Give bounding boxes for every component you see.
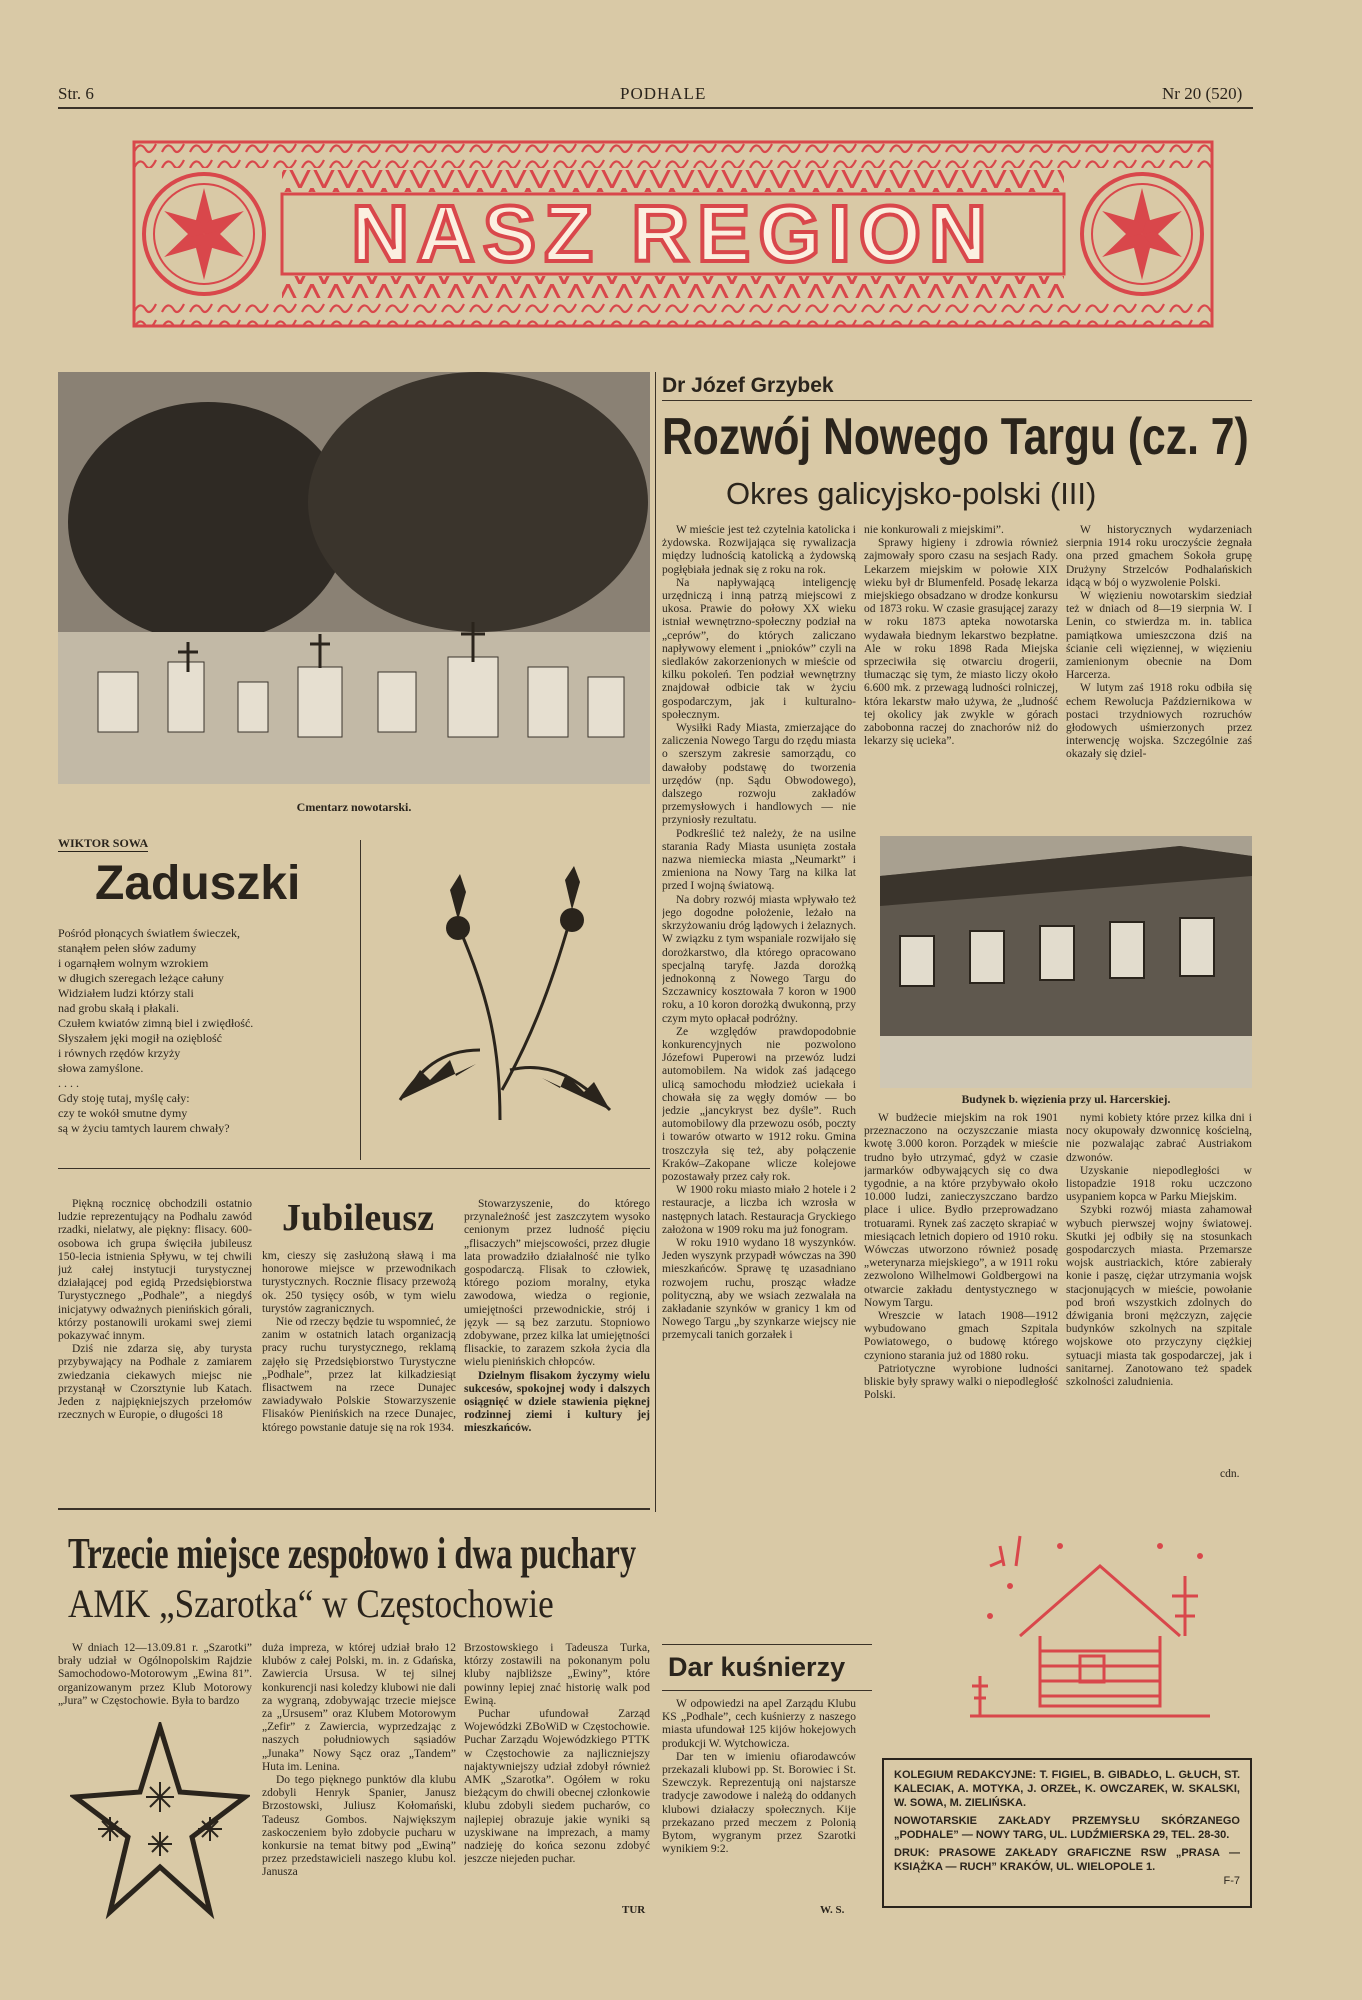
- building-illustration: [880, 836, 1252, 1088]
- thistle-illustration: [380, 850, 640, 1130]
- szarotka-p4: Brzostowskiego i Tadeusza Turka, którzy zostawili na pokonanym polu kluby najbliższe „Ewiny”, które powinny lepiej znać historię walk pod Ewiną.: [464, 1642, 650, 1707]
- thistle-icon: [380, 850, 640, 1130]
- szarotka-column-1: [58, 1642, 252, 1710]
- poem-line: i ogarnąłem wolnym wzrokiem: [58, 956, 209, 970]
- szarotka-p3: Do tego pięknego punktów dla klubu zdobyli Henryk Spanier, Janusz Brzostowski, Juliusz Kołomański, Tadeusz Gombos. Największym zaskoczeniem było zdobycie pucharu w konkursie na temat bitwy pod „Ewiną” przez przedstawicieli naszego klubu kol. Janusza: [262, 1774, 456, 1879]
- rcol2b-paragraph: W budżecie miejskim na rok 1901 przeznaczono na oczyszczanie miasta kwotę 3.000 koron. Porządek w mieście trudno było utrzymać, gdyż w czasie jarmarków odbywających się co dwa tygodnie, a na które przybywało około 10.000 ludzi, zanieczyszczano bardzo place i ulice. Bydło przeprowadzano trotuarami. Rynek zaś zaczęto skrapiać w miesiącach letnich dopiero od 1910 roku. Wówczas utworzono również posadę „weterynarza miejskiego”, a w 1911 roku zezwolono Wilhelmowi Goldbergowi na otwarcie zakładu dentystycznego w Nowym Targu.: [864, 1112, 1058, 1309]
- jubileusz-p2: Dziś nie zdarza się, aby turysta przybywający na Podhale z zamiarem zwiedzania ciekawych miejsc nie przystanął w Czorsztynie lub Katach. Jeden z najpiękniejszych przełomów rzecznych w Europie, o długości 18: [58, 1343, 252, 1422]
- rcol1-paragraph: Podkreślić też należy, że na usilne starania Rady Miasta usunięta została nazwa niemiecka miasta „Neumarkt” i zmieniona na Nowy Targ na kilka lat przed I wojną światową.: [662, 827, 856, 893]
- jubileusz-p1: Piękną rocznicę obchodzili ostatnio ludzie reprezentujący na Podhalu zawód rzadki, nielatwy, ale piękny: flisacy. 600-osobowa ich grupa święciła jubileusz 150-lecia istnienia Spływu, w tej chwili już całej instytucji turystycznej działającej pod egidą Przedsiębiorstwa Turystycznego „Podhale”, a niegdyś inicjatywy odważnych pienińskich górali, którzy postanowili urokami swej ziemi pokazywać innym.: [58, 1198, 252, 1343]
- banner-title: NASZ REGION: [351, 189, 995, 278]
- rcol1-paragraph: Na dobry rozwój miasta wpływało też jego dogodne położenie, leżało na skrzyżowaniu dróg lądowych i żelaznych. W związku z tym wspaniale rozwijało się dorożkarstwo, dla którego opracowano specjalną taryfę. Jazda dorożką jednokonną z Nowego Targu do Szczawnicy kosztowała 7 koron w 1900 roku, a 10 koron dorożką dwukonną, przy czym myto opłacał podróżny.: [662, 893, 856, 1025]
- dar-body: [662, 1698, 856, 1908]
- szarotka-p2: duża impreza, w której udział brało 12 klubów z całej Polski, m. in. z Gdańska, Zawiercia Ursusa. W tej silnej konkurencji nasi koledzy klubowi nie dali za wygraną, zdobywając trzecie miejsce za „Ursusem” oraz Klubem Motorowym „Zefir” z Zawiercia, wyprzedzając z naszych południowych sąsiadów „Junaka” Nowy Sącz oraz „Tandem” Huta im. Lenina.: [262, 1642, 456, 1773]
- jubileusz-p5: Stowarzyszenie, do którego przynależność jest zaszczytem wysoko cenionym przez ludność pięciu „flisaczych” miejscowości, przez długie lata prowadziło działalność nie tylko gospodarczą. Flisak to człowiek, którego poziom moralny, etyka zawodowa, wiedza o regionie, umiejętności przewodnickie, strój i język — są bez zarzutu. Stopniowo zdobywane, przez kilka lat umiejętności flisackie, to zarazem szkoła życia dla wielu pienińskich chłopców.: [464, 1198, 650, 1369]
- rcol3b-paragraph: nymi kobiety które przez kilka dni i nocy okupowały dzwonnicę kościelną, nie pozwalając zabrać Austriakom dzwonów.: [1066, 1112, 1252, 1164]
- cemetery-photo: [58, 372, 650, 784]
- printer: DRUK: PRASOWE ZAKŁADY GRAFICZNE RSW „PRASA — KSIĄŻKA — RUCH” KRAKÓW, UL. WIELOPOLE 1.: [894, 1847, 1240, 1873]
- jubileusz-p6: Dzielnym flisakom życzymy wielu sukcesów, spokojnej wody i dalszych osiągnięć w dziele stawienia pięknej rodzinnej ziemi i kultury jej mieszkańców.: [464, 1369, 650, 1435]
- szarotka-p1: W dniach 12—13.09.81 r. „Szarotki” brały udział w Ogólnopolskim Rajdzie Samochodowo-Motorowym „Ewina 81”. organizowanym przez Klub Motorowy „Jura” w Częstochowie. Była to bardzo: [58, 1642, 252, 1707]
- szarotka-title-2: AMK „Szarotka“ w Częstochowie: [68, 1581, 554, 1626]
- rcol1-paragraph: Na napływającą inteligencję urzędniczą i inną patrzą miejscowi z ukosa. Prawie do połowy XX wieku istniał wewnętrzno-społeczny podział na „ceprów”, do których zaliczano napływowy element i „pnioków” czyli na siedlaków zakorzenionych w mieście od kilku pokoleń. Ten podział wewnętrzny znajdował odbicie tak w życiu gospodarczym, jak i kulturalno-społecznym.: [662, 576, 856, 721]
- rcol2-paragraph: Sprawy higieny i zdrowia również zajmowały sporo czasu na sesjach Rady. Lekarzem miejskim w połowie XIX wieku był dr Blumenfeld. Posadę lekarza miejskiego obsadzano w drodze konkursu od 1873 roku. W czasie grasującej zarazy w roku 1873 apteka nowotarska wydawała biednym lekarstwo bezpłatne. Ale w roku 1898 Rada Miejska sprzeciwiła się otwarciu drogerii, tłumacząc się tym, że miasto liczy około 6.600 mk. z przewagą ludności rolniczej, która lekarstw mało używa, że „ludność tej okolicy jak zwykle w górach zabobonna raczej do znachorów niż do lekarzy się ucieka”.: [864, 537, 1058, 748]
- rcol3-paragraph: W lutym zaś 1918 roku odbiła się echem Rewolucja Październikowa w postaci trzydniowych rozruchów głodowych uśmierzonych przez interwencję wojska. Szczególnie zaś okazały się dziel-: [1066, 682, 1252, 761]
- rcol1-paragraph: Ze względów prawdopodobnie konkurencyjnych nie pozwolono Józefowi Puperowi na przewóz ludzi automobilem. Na widok zaś jadącego ulicą samochodu młodzież uciekała i chowała się za węgły domów — bo jedzie „jancykryst bez dyśle”. Ruch automobilowy dla przewozu osób, poczty i towarów otwarto w 1912 roku. Gmina troszczyła się też, aby połączenie Kraków–Zakopane wlicze kolejowe pozostawały przez cały rok.: [662, 1025, 856, 1183]
- rcol3-paragraph: W historycznych wydarzeniach sierpnia 1914 roku uroczyście żegnała ona przed gmachem Sokoła grupę Drużyny Strzelców Podhalańskich idącą w bój o wyzwolenie Polski.: [1066, 524, 1252, 589]
- jubileusz-column-2: [262, 1250, 456, 1472]
- jubileusz-title: Jubileusz: [282, 1197, 435, 1239]
- article-column-2b: [864, 1112, 1058, 1482]
- rcol1-paragraph: W 1900 roku miasto miało 2 hotele i 2 restauracje, a liczba ich wzrosła w następnych latach. Restauracja Gryckiego założona w 1909 roku ma już fonogram.: [662, 1184, 856, 1236]
- poem-line: Gdy stoję tutaj, myślę cały:: [58, 1091, 190, 1105]
- szarotka-column-3: [464, 1642, 650, 1900]
- rcol1-paragraph: Wysiłki Rady Miasta, zmierzające do zaliczenia Nowego Targu do rzędu miasta o szerszym zakresie samorządu, co dawałoby podstawę do tworzenia urzędów (np. Sądu Obwodowego), dalszego rozwoju zakładów przemysłowych i handlowych — nie przyniosły rezultatu.: [662, 722, 856, 827]
- cottage-illustration: [960, 1526, 1220, 1736]
- article-title: Rozwój Nowego Targu (cz. 7): [662, 408, 1249, 466]
- poem-line: czy te wokół smutne dymy: [58, 1106, 188, 1120]
- poem-line: stanąłem pełen słów zadumy: [58, 941, 197, 955]
- building-caption: Budynek b. więzienia przy ul. Harcerskiej.: [961, 1094, 1171, 1106]
- rcol3b-paragraph: Szybki rozwój miasta zahamował wybuch pierwszej wojny światowej. Skutki jej odbiły się na stosunkach gospodarczych miasta. Przemarsze wojsk austriackich, które zabierały konie i paszę, ciężar utrzymania wojsk stacjonujących w mieście, powołanie pod broń wszystkich zdolnych do dźwigania broni mężczyzn, zajęcie budynków szkolnych na szpitale wojskowe oto przyczyny ciężkiej sytuacji miasta tak gospodarczej, jak i sanitarnej. Zanotowano też spadek szkolności zaludnienia.: [1066, 1204, 1252, 1389]
- poem-line: w długich szeregach leżące całuny: [58, 971, 224, 985]
- poem-line: Czułem kwiatów zimną biel i zwiędłość.: [58, 1016, 254, 1030]
- editorial-board: KOLEGIUM REDAKCYJNE: T. FIGIEL, B. GIBADŁO, L. GŁUCH, ST. KALECIAK, A. MOTYKA, J. ORZEŁ, K. OWCZAREK, W. SKALSKI, W. SOWA, M. ZIELIŃSKA.: [894, 1769, 1240, 1809]
- rcol2b-paragraph: Wreszcie w latach 1908—1912 wybudowano gmach Szpitala Powiatowego, o budowę którego czyniono starania już od 1880 roku.: [864, 1310, 1058, 1362]
- rcol3b-paragraph: Uzyskanie niepodległości w listopadzie 1918 roku uczczono usypaniem kopca w Parku Miejskim.: [1066, 1164, 1252, 1204]
- poem-author: WIKTOR SOWA: [58, 836, 149, 850]
- jubileusz-p4: Nie od rzeczy będzie tu wspomnieć, że zanim w ostatnich latach organizacją pracy ruchu turystycznego, reklamą zajęło się Przedsiębiorstwo Turystyczne „Podhale”, przez lat kilkadziesiąt flisactwem na rzece Dunajec zawiadywało Polskie Stowarzyszenie Flisaków Pienińskich na rzece Dunajec, którego powstanie datuje się na rok 1934.: [262, 1316, 456, 1434]
- jubileusz-column-3: [464, 1198, 650, 1472]
- poem-line: . . . .: [58, 1076, 79, 1090]
- poem-title: Zaduszki: [95, 857, 301, 910]
- poem-line: i równych rzędów krzyży: [58, 1046, 181, 1060]
- editorial-box: [882, 1758, 1252, 1908]
- print-code: F-7: [1223, 1875, 1240, 1887]
- dar-p1: W odpowiedzi na apel Zarządu Klubu KS „Podhale”, cech kuśnierzy z naszego miasta ufundował 125 kijów hokejowych produkcji W. Wytchowicza.: [662, 1698, 856, 1750]
- cemetery-illustration: [58, 372, 650, 784]
- section-banner: [132, 140, 1214, 328]
- article-column-3b: [1066, 1112, 1252, 1470]
- dar-signature: W. S.: [820, 1904, 845, 1916]
- rcol3-paragraph: W więzieniu nowotarskim siedział też w dniach od 8—19 sierpnia W. I Lenin, co stwierdza m. in. tablica pamiątkowa umieszczona dziś na ścianie celi więziennej, w więzieniu zamienionym obecnie na Dom Harcerza.: [1066, 590, 1252, 682]
- szarotka-signature: TUR: [622, 1904, 646, 1916]
- article-column-1: [662, 524, 856, 1484]
- poem-line: Widziałem ludzi którzy stali: [58, 986, 194, 1000]
- dar-title: Dar kuśnierzy: [668, 1652, 846, 1682]
- jubileusz-p3: km, cieszy się zasłużoną sławą i ma honorowe miejsce w przewodnikach turystycznych. Rocznie flisacy przewożą ok. 250 tysięcy osób, w tym wielu turystów zagranicznych.: [262, 1250, 456, 1315]
- rcol1-paragraph: W roku 1910 wydano 18 wyszynków. Jeden wyszynk przypadł wówczas na 390 mieszkańców. Sprawę tę uzasadniano rozwojem ruchu, prosząc władze polityczną, aby we wsiach zezwalała na zakładanie szynków w granicy 1 km od Nowego Targu „by szynkarze wiejscy nie przemycali tanich gorzałek i: [662, 1236, 856, 1342]
- poem-body: [58, 926, 358, 1136]
- dar-p2: Dar ten w imieniu ofiarodawców przekazali klubowi pp. St. Borowiec i St. Szewczyk. Reprezentują oni najstarsze tradycje zawodowe i należą do oddanych klubowi działaczy społecznych. Kije przekazano przed meczem z Polonią Bytom, wygranym przez Szarotki wynikiem 9:2.: [662, 1750, 856, 1856]
- rcol1-paragraph: W mieście jest też czytelnia katolicka i żydowska. Rozwijająca się rywalizacja między ludnością katolicką a żydowską pogłębiała jednak się z roku na rok.: [662, 524, 856, 576]
- cemetery-caption: Cmentarz nowotarski.: [296, 800, 412, 814]
- poem-line: Słyszałem jęki mogił na ozięblość: [58, 1031, 222, 1045]
- poem-line: nad grobu skałą i płakali.: [58, 1001, 179, 1015]
- poem-line: są w życiu tamtych laurem chwały?: [58, 1121, 230, 1135]
- article-column-2: [864, 524, 1058, 820]
- szarotka-title-1: Trzecie miejsce zespołowo i dwa puchary: [68, 1529, 637, 1578]
- rcol2-paragraph: nie konkurowali z miejskimi”.: [864, 524, 1004, 536]
- szarotka-p5: Puchar ufundował Zarząd Wojewódzki ZBoWiD w Częstochowie. Puchar Zarządu Wojewódzkiego PTTK w Częstochowie za najliczniejszy najaktywniejszy udział zdobył również AMK „Szarotka”. Ogółem w roku bieżącym do chwili obecnej członkowie klubu zdobyli siedem pucharów, co najlepiej obrazuje jakie wyniki są uzyskiwane na imprezach, a mamy nadzieję do końca sezonu zdobyć jeszcze niejeden puchar.: [464, 1708, 650, 1866]
- cottage-icon: [960, 1526, 1220, 1736]
- newspaper-name: PODHALE: [620, 84, 707, 103]
- article-column-3: [1066, 524, 1252, 824]
- poem-line: słowa zamyślone.: [58, 1061, 144, 1075]
- poem-line: Pośród płonących światłem świeczek,: [58, 926, 240, 940]
- star-icon: [70, 1722, 250, 1922]
- article-subtitle: Okres galicyjsko-polski (III): [726, 476, 1097, 511]
- rosette-right-icon: [1082, 174, 1202, 294]
- snow-star-illustration: [70, 1722, 250, 1922]
- prison-building-photo: [880, 836, 1252, 1088]
- article-signature: cdn.: [1220, 1468, 1240, 1480]
- publisher: NOWOTARSKIE ZAKŁADY PRZEMYSŁU SKÓRZANEGO „PODHALE” — NOWY TARG, UL. LUDŹMIERSKA 29, TEL. 28-30.: [894, 1815, 1240, 1841]
- jubileusz-column-1: [58, 1198, 252, 1470]
- issue-number: Nr 20 (520): [1162, 84, 1243, 103]
- page-number: Str. 6: [58, 84, 94, 103]
- article-author: Dr Józef Grzybek: [662, 374, 834, 397]
- rcol2b-paragraph: Patriotyczne wyrobione ludności bliskie były sprawy walki o niepodległość Polski.: [864, 1362, 1058, 1402]
- rosette-left-icon: [144, 174, 264, 294]
- szarotka-column-2: [262, 1642, 456, 1912]
